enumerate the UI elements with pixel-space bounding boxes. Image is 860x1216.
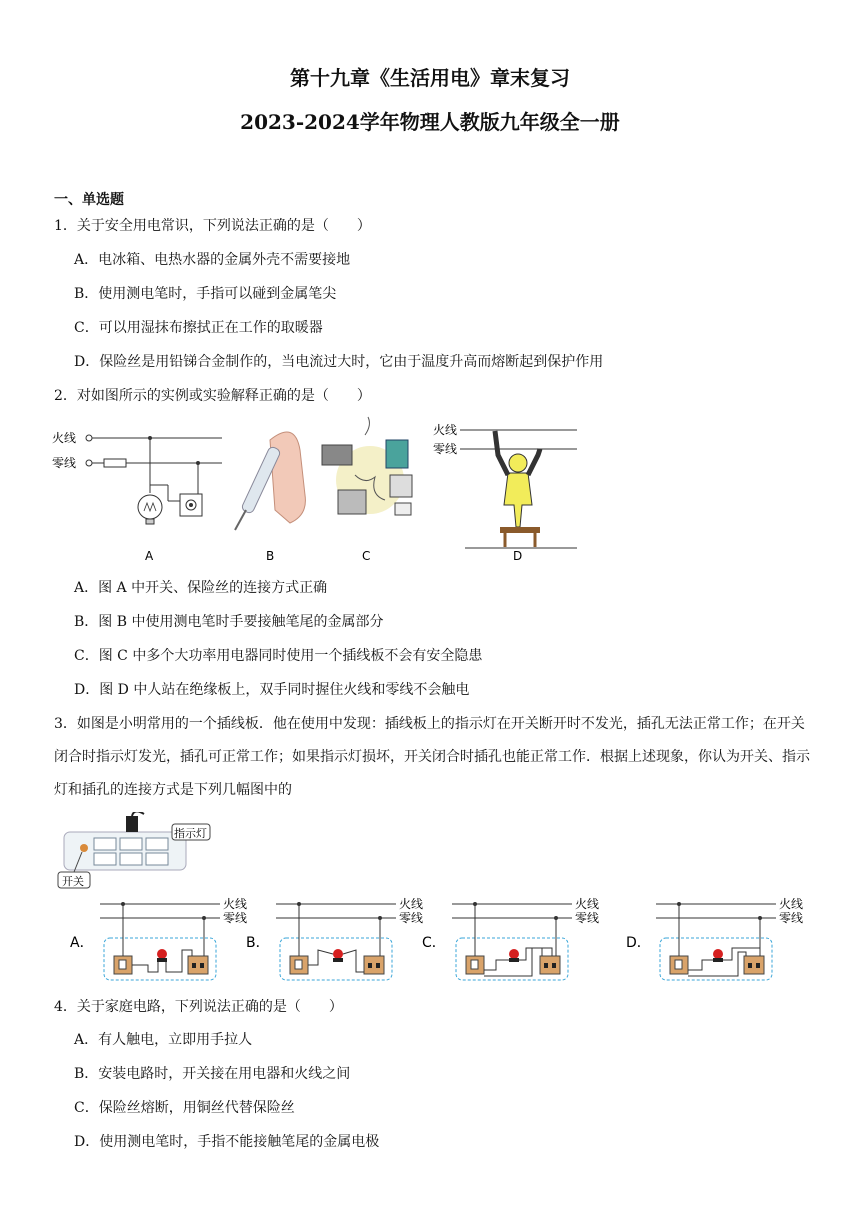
- indicator-label: 指示灯: [174, 827, 207, 840]
- neutral-wire-label: 零线: [223, 911, 248, 925]
- neutral-wire-label: 零线: [399, 911, 424, 925]
- indicator-lamp-icon: [713, 949, 723, 959]
- question-4-option-d: D．使用测电笔时，手指不能接触笔尾的金属电极: [74, 1134, 380, 1150]
- question-4-stem: 4．关于家庭电路，下列说法正确的是（ ）: [54, 999, 343, 1015]
- socket-icon: [540, 956, 560, 974]
- figure-b-test-pen: [235, 432, 305, 563]
- circuit-option-b: [246, 896, 423, 980]
- indicator-lamp-icon: [509, 949, 519, 959]
- question-1-option-b: B．使用测电笔时，手指可以碰到金属笔尖: [74, 286, 337, 302]
- circuit-option-a: [70, 896, 247, 980]
- question-2-option-c: C．图 C 中多个大功率用电器同时使用一个插线板不会有安全隐患: [74, 648, 483, 664]
- live-wire-label: 火线: [779, 897, 804, 911]
- circuit-option-c: [422, 896, 599, 980]
- live-wire-label: 火线: [575, 897, 600, 911]
- question-2-option-b: B．图 B 中使用测电笔时手要接触笔尾的金属部分: [74, 614, 384, 630]
- indicator-lamp-icon: [157, 949, 167, 959]
- figure-c-overload: [322, 417, 412, 563]
- circuit-option-d: [626, 896, 803, 980]
- circuit-option-label: B．: [246, 935, 270, 951]
- figure-b-label: B: [266, 549, 275, 563]
- live-wire-label: 火线: [399, 897, 424, 911]
- question-1-option-c: C．可以用湿抹布擦拭正在工作的取暖器: [74, 320, 323, 336]
- page-subtitle: 2023-2024学年物理人教版九年级全一册: [240, 110, 620, 134]
- socket-icon: [744, 956, 764, 974]
- figure-d-label: D: [513, 549, 523, 563]
- page-title: 第十九章《生活用电》章末复习: [290, 66, 570, 90]
- neutral-wire-label: 零线: [779, 911, 804, 925]
- circuit-option-label: D．: [626, 935, 651, 951]
- fuse-icon: [104, 459, 126, 467]
- live-wire-label-d: 火线: [433, 423, 458, 437]
- question-2-figure: [50, 415, 590, 565]
- figure-a-label: A: [145, 549, 154, 563]
- question-2-option-d: D．图 D 中人站在绝缘板上，双手同时握住火线和零线不会触电: [74, 682, 470, 698]
- question-4-option-b: B．安装电路时，开关接在用电器和火线之间: [74, 1066, 351, 1082]
- switch-label: 开关: [62, 875, 84, 888]
- socket-icon: [364, 956, 384, 974]
- plug-icon: [126, 816, 138, 832]
- live-wire-label: 火线: [52, 431, 77, 445]
- question-3-stem: 3．如图是小明常用的一个插线板．他在使用中发现：插线板上的指示灯在开关断开时不发光，插孔无法正常工作；在开关闭合时指示灯发光，插孔可正常工作；如果指示灯损坏，开关闭合时插孔也能正常工作．根据上述现象，你认为开关、指示灯和插孔的连接方式是下列几幅图中的: [54, 716, 810, 798]
- figure-a-circuit: [52, 430, 222, 563]
- question-4-option-a: A．有人触电，立即用手拉人: [74, 1032, 253, 1048]
- circuit-option-label: A．: [70, 935, 94, 951]
- question-1-option-a: A．电冰箱、电热水器的金属外壳不需要接地: [74, 252, 351, 268]
- indicator-lamp-icon: [333, 949, 343, 959]
- question-3-options-figure: [70, 892, 810, 988]
- question-2-option-a: A．图 A 中开关、保险丝的连接方式正确: [74, 580, 328, 596]
- socket-icon: [188, 956, 208, 974]
- question-4-option-c: C．保险丝熔断，用铜丝代替保险丝: [74, 1100, 295, 1116]
- neutral-wire-label: 零线: [52, 456, 77, 470]
- neutral-wire-label: 零线: [575, 911, 600, 925]
- power-strip-figure: [54, 812, 214, 892]
- section-heading: 一、单选题: [54, 192, 124, 208]
- live-wire-label: 火线: [223, 897, 248, 911]
- question-2-stem: 2．对如图所示的实例或实验解释正确的是（ ）: [54, 388, 371, 404]
- neutral-wire-label-d: 零线: [433, 442, 458, 456]
- circuit-option-label: C．: [422, 935, 446, 951]
- question-1-option-d: D．保险丝是用铅锑合金制作的，当电流过大时，它由于温度升高而熔断起到保护作用: [74, 354, 604, 370]
- figure-c-label: C: [362, 549, 371, 563]
- bulb-icon: [138, 495, 162, 519]
- question-1-stem: 1．关于安全用电常识，下列说法正确的是（ ）: [54, 218, 371, 234]
- figure-d-person: [433, 422, 577, 563]
